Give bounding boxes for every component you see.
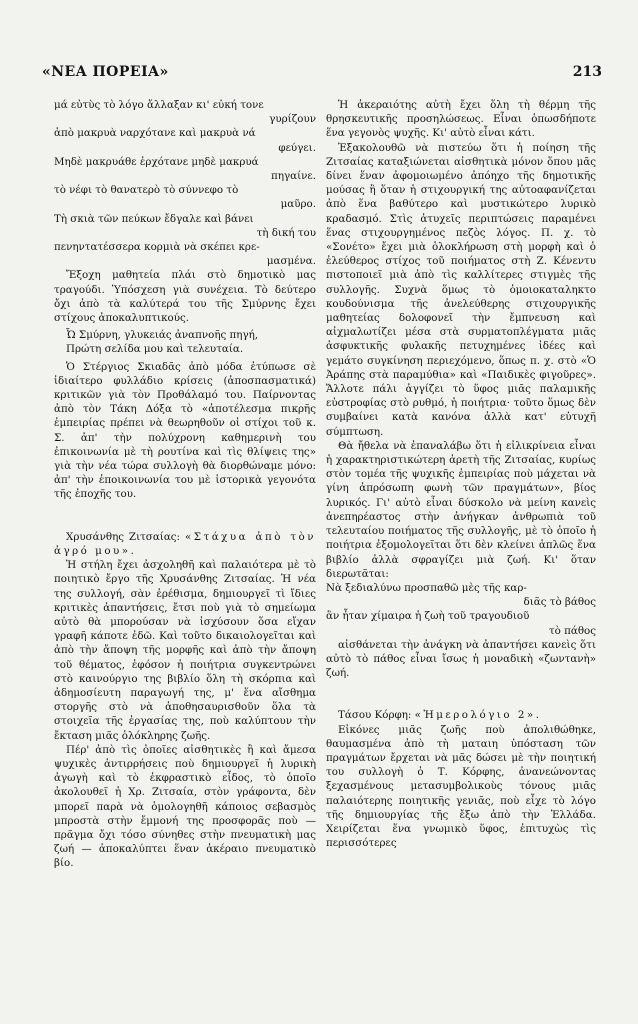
paragraph: Ἡ ἀκεραιότης αὐτὴ ἔχει ὅλη τὴ θέρμη τῆς θρησκευτικῆς προσηλώσεως. Εἶναι ὁπωσδήποτε ἕνα γεγονὸς ψυχῆς. Κι' αὐτὸ εἶναι κάτι. (326, 99, 596, 140)
review-author: Τάσου Κόρφη: (338, 709, 412, 722)
review-heading (54, 530, 316, 558)
right-column (326, 98, 596, 850)
verse-line: Τὴ σκιὰ τῶν πεύκων ἔδγαλε καὶ βάνει (54, 212, 254, 225)
paragraph: Ἐξακολουθῶ νὰ πιστεύω ὅτι ἡ ποίηση τῆς Ζιτσαίας καταξιώνεται αἰσθητικὰ μόνον ὅπου μᾶς δίνει ἕναν ἀφομοιωμένο ἀπόηχο τῆς δημοτικῆς μούσας ἢ ὅταν ἡ στιχουργική της αὐτοαφανίζεται ἀπὸ ἕνα βαθύτερο καὶ μυστικώτερο λυρικὸ κραδασμό. Στὶς ἀτυχεῖς περιπτώσεις παραμένει ἕνας στιχουργημένος πεζὸς λόγος. Π. χ. τὸ «Σονέτο» ἔχει μιὰ ὁλοκλήρωση στὴ μορφὴ καὶ ὁ ἐλεύθερος στίχος τοῦ ποιήματος στὴ Ζ. Κένεντυ πιστοποιεῖ μιὰ ἀπὸ τὶς καλλίτερες στιγμὲς τῆς συλλογῆς. Συχνὰ ὅμως τὸ ὁμοιοκαταληκτο κουδούνισμα τῆς ἀνελεύθερης στιχουργικῆς μαθητείας δολοφονεῖ τὴν ἔμπνευση καὶ αἰχμαλωτίζει μέσα στὰ συρματοπλέγματα μιᾶς ἀσφυκτικῆς φυλακῆς πετυχημένες ἰδέες καὶ γεμάτο συγκίνηση περιεχόμενο, ὅπως π. χ. στὸ «Ὁ Ἀράπης στὰ παραμύθια» καὶ «Παιδικὲς φιγοῦρες». Ἄλλοτε πάλι ἀγγίζει τὸ ὕφος μιᾶς παλαμικῆς εὐστροφίας στὸ ρυθμό, ἡ ποιήτρια· τοῦτο ὅμως δὲν συμβαίνει κατὰ κανόνα ἀλλὰ κατ' εὐτυχῆ σύμπτωση. (326, 141, 596, 438)
verse-line: τὸ νέφι τὸ θανατερὸ τὸ σύννεφο τὸ (54, 184, 239, 197)
poem-excerpt (54, 98, 316, 268)
paragraph: Εἰκόνες μιᾶς ζωῆς ποὺ ἀπολιθώθηκε, θαυμασμένα ἀπὸ τὴ ματαιη ὑπόσταση τῶν πραγμάτων ἔρχεται νὰ μᾶς δώσει μὲ τὴν ποιητική του συλλογὴ ὁ Τ. Κόρφης, ἀνανεώνοντας ξεχασμένους μετασυμβολικοὺς τόνους μιᾶς παλαιότερης ποιητικῆς γενιᾶς, ποὺ εἶχε τὸ λόγο τῆς δημιουργίας τῆς ἔξω ἀπὸ τὴν Ἑλλάδα. Χειρίζεται ἕνα γνωμικὸ ὕφος, ἐπιτυχὼς τὶς περισσότερες (326, 723, 596, 850)
paragraph: Θὰ ἤθελα νὰ ἐπαναλάβω ὅτι ἡ εἰλικρίνεια εἶναι ἡ χαρακτηριστικώτερη ἀρετὴ τῆς Ζιτσαίας, κυρίως στὸν τομέα τῆς ψυχικῆς ἐμπειρίας ποὺ μάχεται νὰ γίνη ἀπρόσωπη φωνὴ τῶν πραγμάτων», βίος λυρικός. Γι' αὐτὸ εἶναι δύσκολο νὰ μείνη κανεὶς ἀνεπηρέαστος στὴν ἀνήγκαν ἀνθρωπιὰ τοῦ τελευταίου ποιήματος τῆς συλλογῆς, μὲ τὸ ὁποῖο ἡ ποιήτρια ἐξομολογεῖται ὅτι δὲν κλείνει ἁπλῶς ἕνα βιβλίο ἀλλὰ σφραγίζει μιὰ ζωή. Κι' ὅταν διερωτᾶται: (326, 439, 596, 580)
verse-line: ἂν ἦταν χίμαιρα ἡ ζωὴ τοῦ τραγουδιοῦ (326, 610, 530, 623)
review-book-title: «Στάχυα ἀπὸ τὸν ἀγρό μου». (54, 530, 316, 557)
page-header (42, 64, 602, 84)
journal-title: «ΝΕΑ ΠΟΡΕΙΑ» (42, 64, 169, 80)
verse-line-continuation: τὴ δική του (256, 226, 316, 239)
poem-excerpt (326, 581, 596, 638)
review-book-title: «Ἡμερολόγιο 2». (414, 709, 542, 722)
verse-line: Μηδὲ μακρυάθε ἐρχότανε μηδὲ μακρυά (54, 155, 259, 168)
left-column (54, 98, 316, 871)
verse-line-continuation: τὸ πάθος (548, 624, 596, 637)
verse-line: πενηντατέσσερα κορμιὰ νὰ σκέπει κρε- (54, 241, 260, 254)
verse-line: ἀπὸ μακρυὰ ναρχότανε καὶ μακρυὰ νά (54, 127, 256, 140)
verse-line: Ὦ Σμύρνη, γλυκειάς ἀναπνοῆς πηγή, (66, 329, 259, 342)
verse-line-continuation: μασμένα. (266, 255, 316, 268)
paragraph: αἰσθάνεται τὴν ἀνάγκη νὰ ἀπαντήσει κανεὶς ὅτι αὐτὸ τὸ πάθος εἶναι ἴσως ἡ μοναδικὴ «ζωντανὴ» ζωή. (326, 638, 596, 680)
paragraph: Ἔξοχη μαθητεία πλάι στὸ δημοτικὸ μας τραγούδι. Ὑπόσχεση γιὰ συνέχεια. Τὸ δεύτερο ὄχι ἀπὸ τὰ καλύτερά του τῆς Σμύρνης ἔχει στίχους ἀποκαλυπτικούς. (54, 269, 316, 325)
paragraph: Πέρ' ἀπὸ τὶς ὁποῖες αἰσθητικὲς ἢ καὶ ἄμεσα ψυχικὲς ἀντιρρήσεις ποὺ δημιουργεῖ ἡ λυρικὴ ἀγωγὴ καὶ τὸ ἐκφραστικὸ εἶδος, τὸ ὁποῖο ἀκολουθεῖ ἡ Χρ. Ζιτσαία, στὸν γράφοντα, δὲν μπορεῖ παρὰ νὰ ὁμολογηθῆ κάποιος σεβασμὸς μπροστὰ στὴν ἔμμονή της προσφορᾶς ποὺ — πρᾶγμα ὄχι τόσο σύνηθες στὴν πνευματικὴ μας ζωή — ἀποκαλύπτει ἕναν ἀκέραιο πνευματικὸ βίο. (54, 743, 316, 870)
quoted-couplet (66, 328, 316, 356)
verse-line: Πρώτη σελίδα μου καὶ τελευταία. (66, 343, 244, 356)
page-number: 213 (572, 64, 602, 80)
verse-line: μά εὐτὺς τὸ λόγο ἄλλαξαν κι' εὐκή τονε (54, 99, 264, 111)
review-author: Χρυσάνθης Ζιτσαίας: (66, 530, 181, 543)
verse-line-continuation: γυρίζουν (269, 113, 316, 126)
paragraph: Ἡ στήλη ἔχει ἀσχοληθῆ καὶ παλαιότερα μὲ τὸ ποιητικὸ ἔργο τῆς Χρυσάνθης Ζιτσαίας. Ἡ νέα της συλλογή, σὰν ἐρέθισμα, δημιουργεῖ τὶ ἴδιες κριτικὲς ἀπαντήσεις, ἔτσι ποὺ γιὰ τὸ σημείωμα αὐτὸ θὰ μπορούσαν νὰ ἰσχύσουν ὅσα εἴχαν γραφῆ κάποτε ἐδῶ. Καὶ τοῦτο δικαιολογεῖται καὶ ἀπὸ τὴν ἄποψη τῆς μορφῆς καὶ ἀπὸ τὴν ἄποψη τοῦ θέματος, ἐφόσον ἡ ποιήτρια συγκεντρώνει στὸ καινούργιο της βιβλίο ὅλη τὴ σκόρπια καὶ ἀδημοσίευτη παραγωγή της, μ' ἕνα αἴσθημα στοργῆς στὸ νὰ ἀποθησαυρισθοῦν ὅλα τὰ στοιχεῖα τῆς ἐργασίας της, ποὺ καλύπτουν τὴν ἔκταση μιᾶς ὁλόκληρης ζωῆς. (54, 559, 316, 742)
verse-line: Νὰ ξεδιαλύνω προσπαθῶ μὲς τῆς καρ- (326, 581, 527, 594)
verse-line-continuation: φεύγει. (278, 141, 316, 154)
paragraph: Ὁ Στέργιος Σκιαδᾶς ἀπὸ μόδα ἐτύπωσε σὲ ἰδιαίτερο φυλλάδιο κρίσεις (ἀποσπασματικά) κριτικῶν γιὰ τὸν Προθάλαμό του. Παίρνοντας ἀπὸ τὸν Τάκη Δόξα τὸ «ἀποτέλεσμα πικρῆς ἐμπειρίας πρέπει νὰ θεωρηθοῦν οἱ στίχοι τοῦ κ. Σ. ἀπ' τὴν πολύχρονη καθημερινὴ του ἐπικοινωνία μὲ τὴ ρουτίνα καὶ τὶς θλίψεις της» γιὰ τὴν νέα τώρα συλλογὴ θὰ διορθώναμε μόνο: ἀπ' τὴν ἐποικοινωνία του μὲ ἱστορικὰ γεγονότα τῆς ἐποχῆς του. (54, 360, 316, 501)
verse-line-continuation: διᾶς τὸ βάθος (523, 596, 596, 609)
verse-line-continuation: πηγαίνε. (271, 170, 316, 183)
review-heading (326, 708, 596, 722)
verse-line-continuation: μαῦρο. (280, 198, 316, 211)
